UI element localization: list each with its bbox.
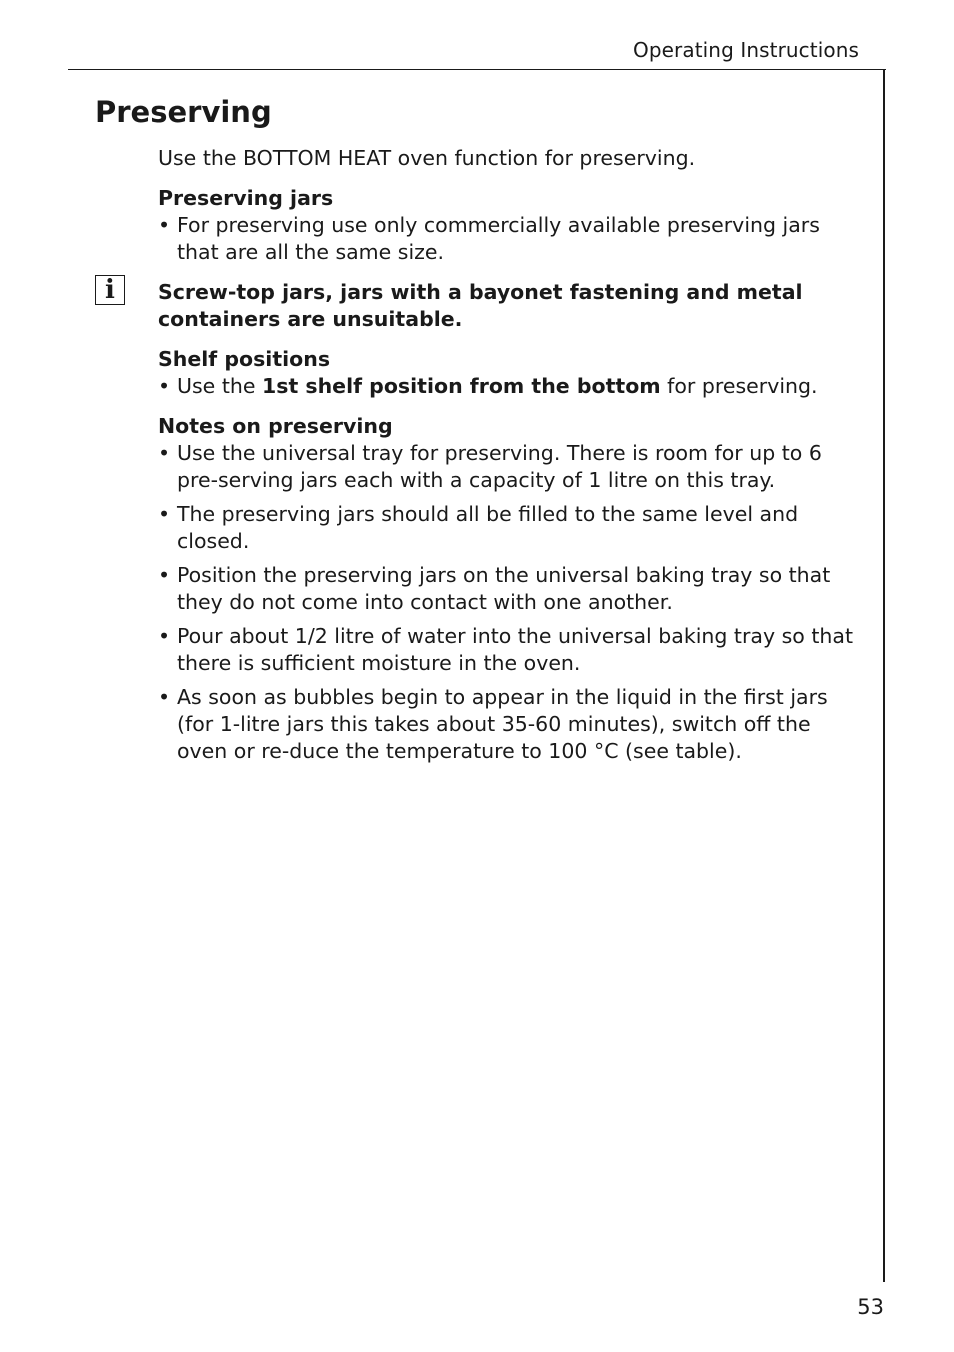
content bbox=[105, 145, 863, 778]
list-item bbox=[158, 373, 863, 400]
bullet-glyph: • bbox=[158, 213, 171, 237]
list-item bbox=[158, 623, 863, 677]
list-item-text: For preserving use only commercially available preserving jars that are all the same size. bbox=[177, 213, 820, 264]
list-item bbox=[158, 212, 863, 266]
info-icon: i bbox=[95, 275, 125, 305]
shelf-text-post: for preserving. bbox=[660, 374, 818, 398]
info-note-text: Screw-top jars, jars with a bayonet fastening and metal containers are unsuitable. bbox=[158, 280, 803, 331]
shelf-text-bold: 1st shelf position from the bottom bbox=[261, 374, 661, 398]
list-item-text: Pour about 1/2 litre of water into the universal baking tray so that there is sufficient moisture in the oven. bbox=[177, 624, 853, 675]
section-preserving-jars bbox=[158, 185, 863, 266]
list-item bbox=[158, 684, 863, 765]
subheading-shelf-positions: Shelf positions bbox=[158, 347, 331, 371]
bullet-glyph: • bbox=[158, 563, 171, 587]
subheading-notes-on-preserving: Notes on preserving bbox=[158, 414, 393, 438]
notes-bullet-list bbox=[158, 440, 863, 765]
list-item bbox=[158, 562, 863, 616]
list-item bbox=[158, 440, 863, 494]
section-notes-on-preserving bbox=[158, 413, 863, 765]
list-item-text: Position the preserving jars on the universal baking tray so that they do not come into contact with one another. bbox=[177, 563, 831, 614]
jars-bullet-list bbox=[158, 212, 863, 266]
page-header-label: Operating Instructions bbox=[632, 38, 859, 62]
info-note bbox=[105, 275, 863, 333]
list-item-text: As soon as bubbles begin to appear in the liquid in the first jars (for 1-litre jars this takes about 35-60 minutes), switch off the oven or re-duce the temperature to 100 °C (see table). bbox=[177, 685, 828, 763]
bullet-glyph: • bbox=[158, 374, 171, 398]
intro-text: Use the BOTTOM HEAT oven function for preserving. bbox=[158, 146, 696, 170]
shelf-text-pre: Use the bbox=[177, 374, 262, 398]
bullet-glyph: • bbox=[158, 624, 171, 648]
bullet-glyph: • bbox=[158, 685, 171, 709]
side-rule bbox=[883, 69, 885, 1282]
subheading-preserving-jars: Preserving jars bbox=[158, 186, 334, 210]
list-item-text: The preserving jars should all be filled to the same level and closed. bbox=[177, 502, 799, 553]
bullet-glyph: • bbox=[158, 441, 171, 465]
bullet-glyph: • bbox=[158, 502, 171, 526]
shelf-bullet-list bbox=[158, 373, 863, 400]
section-shelf-positions bbox=[158, 346, 863, 400]
list-item-text: Use the universal tray for preserving. There is room for up to 6 pre-serving jars each with a capacity of 1 litre on this tray. bbox=[177, 441, 822, 492]
list-item bbox=[158, 501, 863, 555]
page-title: Preserving bbox=[95, 95, 272, 129]
page-number: 53 bbox=[857, 1295, 884, 1319]
header-rule bbox=[68, 69, 886, 70]
